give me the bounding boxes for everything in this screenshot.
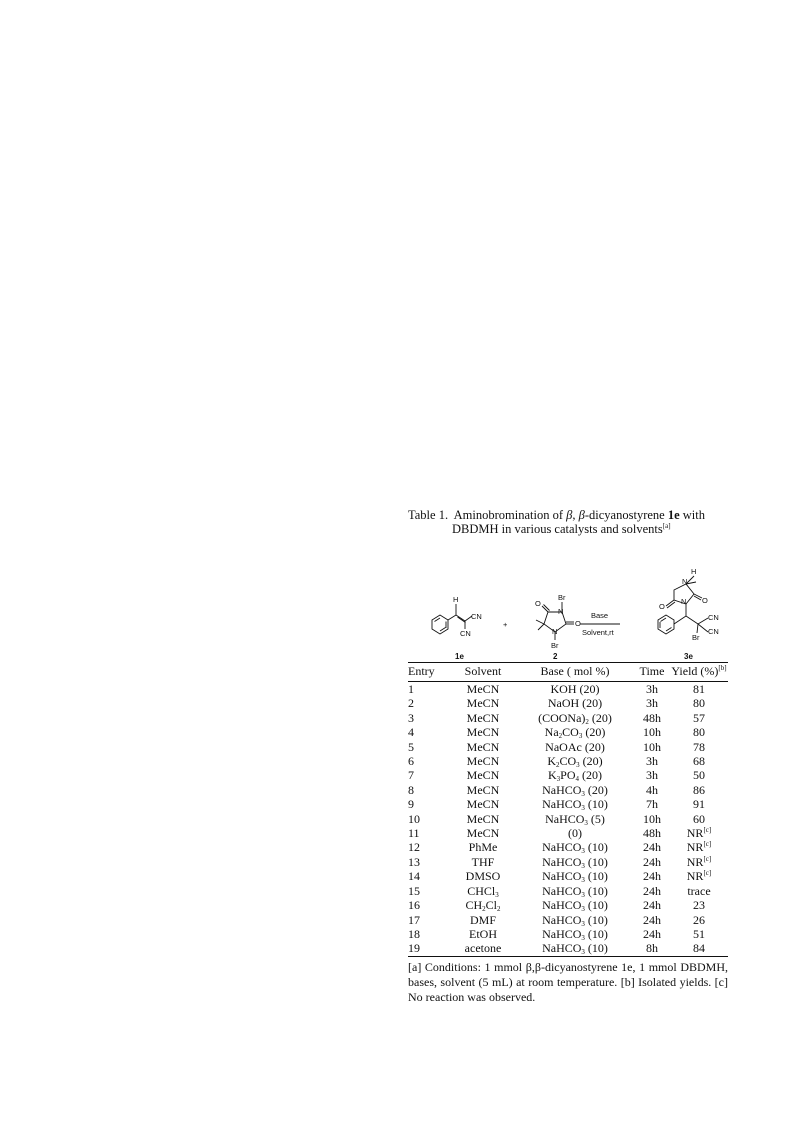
cell-solvent: MeCN xyxy=(466,826,500,841)
cell-entry: 7 xyxy=(408,768,414,783)
cell-entry: 8 xyxy=(408,782,414,797)
cell-time: 7h xyxy=(646,797,658,812)
atom-label: H xyxy=(691,567,697,576)
cell-solvent: MeCN xyxy=(466,696,500,711)
cell-solvent: MeCN xyxy=(466,682,500,696)
cell-solvent: MeCN xyxy=(466,768,500,783)
cell-base: (0) xyxy=(568,826,582,841)
cell-time: 48h xyxy=(643,826,661,841)
atom-label: CN xyxy=(708,627,719,636)
table-row xyxy=(408,884,728,898)
cell-entry: 1 xyxy=(408,682,414,696)
table-body xyxy=(408,682,728,957)
cell-time: 10h xyxy=(643,725,661,740)
cell-time: 24h xyxy=(643,926,661,941)
cell-yield: 86 xyxy=(693,782,705,797)
table-row xyxy=(408,768,728,782)
atom-label: CN xyxy=(708,613,719,622)
cell-base: NaHCO$_3$ (20) xyxy=(542,782,608,798)
reaction-scheme xyxy=(408,536,728,662)
cell-base: NaHCO$_3$ (5) xyxy=(545,811,605,827)
cell-base: NaHCO$_3$ (10) xyxy=(542,840,608,856)
cell-yield: trace xyxy=(687,883,711,898)
cell-entry: 15 xyxy=(408,883,420,898)
atom-label: O xyxy=(575,619,581,628)
cell-solvent: DMSO xyxy=(465,869,501,884)
cell-time: 24h xyxy=(643,869,661,884)
cell-time: 24h xyxy=(643,912,661,927)
table-label: Table 1. xyxy=(408,508,449,522)
cell-yield: NR[c] xyxy=(686,840,712,855)
atom-label: O xyxy=(659,602,665,611)
cell-entry: 16 xyxy=(408,898,420,913)
cell-entry: 11 xyxy=(408,826,420,841)
cell-time: 24h xyxy=(643,840,661,855)
cell-base: $(COONa)_2$ (20) xyxy=(538,710,612,726)
table-row xyxy=(408,826,728,840)
cell-entry: 14 xyxy=(408,869,420,884)
results-table xyxy=(408,662,728,957)
table-row xyxy=(408,754,728,768)
cell-solvent: MeCN xyxy=(466,754,500,769)
table-row xyxy=(408,783,728,797)
cell-yield: NR[c] xyxy=(686,826,712,841)
cell-base: NaHCO$_3$ (10) xyxy=(516,941,634,956)
table-row xyxy=(408,941,728,956)
col-solvent-header: Solvent xyxy=(450,663,516,682)
cell-solvent: MeCN xyxy=(466,782,500,797)
col-base-header: Base ( mol %) xyxy=(516,663,634,682)
cell-base: NaHCO$_3$ (10) xyxy=(542,797,608,813)
table-row xyxy=(408,927,728,941)
cell-base: KOH (20) xyxy=(550,682,600,696)
atom-label: N xyxy=(681,597,687,606)
cell-time: 24h xyxy=(643,883,661,898)
cell-entry: 17 xyxy=(408,912,420,927)
cell-yield: 78 xyxy=(693,739,705,754)
cell-solvent: THF xyxy=(471,854,495,869)
cell-base: NaHCO$_3$ (10) xyxy=(542,912,608,928)
cell-entry: 4 xyxy=(408,725,414,740)
cell-yield: 57 xyxy=(693,710,705,725)
cell-yield: 51 xyxy=(693,926,705,941)
atom-label: CN xyxy=(471,612,482,621)
cell-solvent: PhMe xyxy=(468,840,498,855)
table-row xyxy=(408,869,728,883)
cell-entry: 12 xyxy=(408,840,420,855)
col-yield-header: Yield (%)[b] xyxy=(670,663,728,682)
cell-time: 24h xyxy=(643,854,661,869)
atom-label: N xyxy=(552,627,558,636)
cell-base: NaHCO$_3$ (10) xyxy=(542,926,608,942)
cell-yield: 80 xyxy=(693,725,705,740)
cell-base: $K_3PO_4$ (20) xyxy=(547,768,602,784)
atom-label: Br xyxy=(558,593,566,602)
table-row xyxy=(408,840,728,854)
cell-yield: 50 xyxy=(693,768,705,783)
cell-time: 48h xyxy=(643,710,661,725)
atom-label: N xyxy=(558,607,564,616)
cell-yield: 23 xyxy=(693,898,705,913)
atom-label: Br xyxy=(551,641,559,650)
cell-solvent: acetone xyxy=(450,941,516,956)
table-1 xyxy=(408,508,728,1005)
cell-base: NaHCO$_3$ (10) xyxy=(542,869,608,885)
cell-solvent: DMF xyxy=(469,912,496,927)
cell-solvent: MeCN xyxy=(466,811,500,826)
atom-label: O xyxy=(702,596,708,605)
atom-label: H xyxy=(453,595,459,604)
cell-entry: 2 xyxy=(408,696,414,711)
cell-time: 10h xyxy=(643,811,661,826)
cell-time: 24h xyxy=(643,898,661,913)
atom-label: O xyxy=(535,599,541,608)
table-row xyxy=(408,725,728,739)
table-row xyxy=(408,711,728,725)
table-row xyxy=(408,913,728,927)
cell-base: NaOAc (20) xyxy=(545,739,605,754)
atom-label: Br xyxy=(692,633,700,642)
cell-yield: 91 xyxy=(693,797,705,812)
cell-entry: 5 xyxy=(408,739,414,754)
compound-label-1e: 1e xyxy=(455,652,464,661)
cell-time: 3h xyxy=(646,754,658,769)
table-row xyxy=(408,682,728,697)
col-time-header: Time xyxy=(634,663,670,682)
cell-entry: 18 xyxy=(408,926,420,941)
compound-label-3e: 3e xyxy=(684,652,693,661)
cell-time: 10h xyxy=(643,739,661,754)
cell-solvent: MeCN xyxy=(466,710,500,725)
cell-yield: 84 xyxy=(670,941,728,956)
compound-label-2: 2 xyxy=(553,652,558,661)
table-row xyxy=(408,740,728,754)
table-footnote: [a] Conditions: 1 mmol β,β-dicyanostyrene 1e, 1 mmol DBDMH, bases, solvent (5 mL) at room temperature. [b] Isolated yields. [c] No reaction was observed. xyxy=(408,959,728,1004)
table-caption: Table 1. Aminobromination of β, β-dicyanostyrene 1e with DBDMH in various catalysts and solvents[a] xyxy=(408,508,705,536)
cell-yield: 26 xyxy=(693,912,705,927)
cell-yield: 80 xyxy=(693,696,705,711)
cell-entry: 6 xyxy=(408,754,414,769)
plus-sign: + xyxy=(503,620,508,629)
cell-base: NaOH (20) xyxy=(547,696,603,711)
cell-time: 4h xyxy=(646,782,658,797)
table-row xyxy=(408,898,728,912)
table-row xyxy=(408,797,728,811)
cell-base: $K_2CO_3$ (20) xyxy=(547,754,603,770)
cell-yield: 60 xyxy=(693,811,705,826)
cell-time: 8h xyxy=(634,941,670,956)
cell-time: 3h xyxy=(646,696,658,711)
header-row xyxy=(408,663,728,682)
reagent-solvent: Solvent,rt xyxy=(582,628,614,637)
cell-time: 3h xyxy=(646,768,658,783)
cell-base: NaHCO$_3$ (10) xyxy=(542,883,608,899)
cell-entry: 3 xyxy=(408,710,414,725)
atom-label: CN xyxy=(460,629,471,638)
cell-solvent: EtOH xyxy=(469,926,497,941)
cell-solvent: MeCN xyxy=(466,739,500,754)
cell-entry: 9 xyxy=(408,797,414,812)
cell-base: NaHCO$_3$ (10) xyxy=(542,898,608,914)
table-row xyxy=(408,696,728,710)
cell-entry: 19 xyxy=(408,941,450,956)
atom-label: N xyxy=(682,577,688,586)
reaction-scheme-drawing xyxy=(408,536,728,662)
cell-yield: NR[c] xyxy=(686,869,712,884)
cell-solvent: CHCl$_3$ xyxy=(467,883,499,899)
cell-yield: NR[c] xyxy=(686,854,712,869)
cell-base: $Na_2CO_3$ (20) xyxy=(544,725,606,741)
cell-solvent: MeCN xyxy=(466,797,500,812)
cell-entry: 10 xyxy=(408,811,420,826)
cell-time: 3h xyxy=(646,682,658,696)
cell-yield: 81 xyxy=(693,682,705,696)
cell-solvent: $CH_2Cl_2$ xyxy=(465,898,501,914)
cell-base: NaHCO$_3$ (10) xyxy=(542,854,608,870)
cell-yield: 68 xyxy=(693,754,705,769)
cell-entry: 13 xyxy=(408,854,420,869)
reagent-base: Base xyxy=(591,611,609,620)
col-entry-header: Entry xyxy=(408,663,450,682)
table-row xyxy=(408,855,728,869)
table-row xyxy=(408,812,728,826)
cell-solvent: MeCN xyxy=(466,725,500,740)
